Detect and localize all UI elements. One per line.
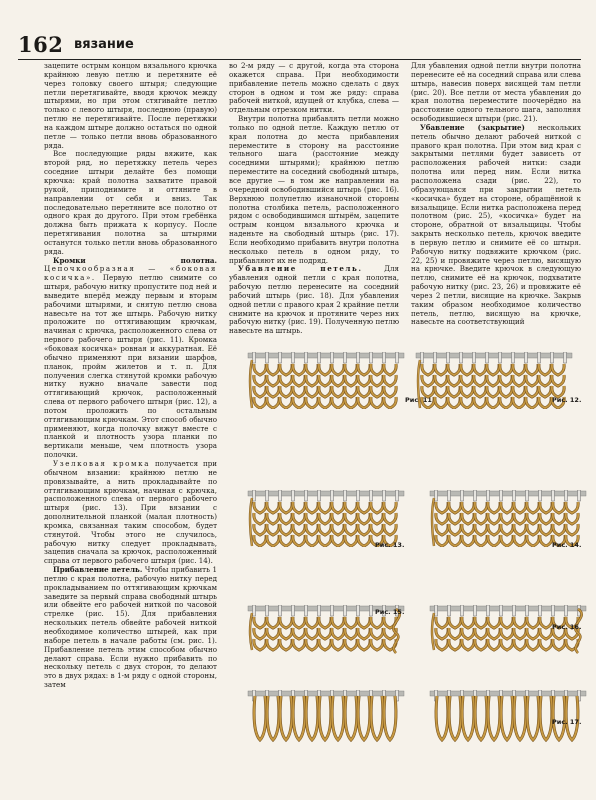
figure-caption: Рис. 17. <box>552 718 582 726</box>
paragraph <box>44 460 217 566</box>
paragraph <box>44 257 217 460</box>
paragraph-text: нескольких петель обычно делают рабочей ниткой с правого края полотна. При этом вид края с закрытыми петлями будет зависеть от расположения рабочей нитки: сзади полотна или перед ним. Если нитка расположена сзади (рис. 22), то образующаяся при закрытии петель «косичка» будет на стороне, обращённой к вязальщице. Если нитка расположена перед полотном (рис. 25), «косичка» будет на стороне, обратной от вязальщицы. Чтобы закрыть несколько петель, крючок введите в первую петлю и снимите её со штыря. Рабочую нитку подвяжите крючком (рис. 22, 25) и провяжите через петлю, висящую на крючке. Введите крючок в следующую петлю, снимите её на крючок, подхватите рабочую нитку (рис. 23, 26) и провяжите её через 2 петли, висящие на крючке. Закрыв таким образом необходимое количество петель, петлю, висящую на крючке, навесьте на соответствующий <box>411 122 581 327</box>
paragraph-text: Первую петлю снимите со штыря, рабочую нитку пропустите под ней и выведите вперёд между первым и вторым рабочими штырями, и снятую петлю снова навесьте на тот же штырь. Рабочую нитку проложите по оттягивающим крючкам, начиная с крючка, расположенного слева от первого рабочего штыря (рис. 11). Кромка «боковая косичка» ровная и аккуратная. Её обычно применяют при вязании шарфов, планок, пройм жилетов и т. п. Для получения слегка стянутой кромки рабочую нитку нужно вначале завести под оттягивающий крючок, расположенный слева от первого рабочего штыря (рис. 12), а потом проложить по остальным оттягивающим крючкам. Этот способ обычно применяют, когда полочку вяжут вместе с планкой и плотность узора планки по вертикали меньше, чем плотность узора полочки. <box>44 273 218 460</box>
knitting-diagram-drawing <box>246 690 406 747</box>
run-in-heading: Убавление (закрытие) <box>420 122 525 132</box>
figure-caption: Рис. 16. <box>552 623 582 631</box>
paragraph <box>411 124 581 327</box>
paragraph-text: получается при обычном вязании: крайнюю петлю не провязывайте, а нить прокладывайте по оттягивающим крючкам, начиная с крючка, расположенного слева от первого рабочего штыря (рис. 13). При вязании с дополнительной планкой (малая плотность) кромка, связанная таким способом, будет стянутой. Чтобы этого не случилось, рабочую нитку следует прокладывать, зацепив сначала за крючок, расположенный справа от первого рабочего штыря (рис. 14). <box>44 458 217 566</box>
paragraph: Все последующие ряды вяжите, как второй ряд, но перетяжку петель через соседние штыри делайте без помощи крючка: край полотна захватите правой рукой, приподнимите и оттяните в направлении от себя и вниз. Так последовательно перетяните все полотно от одного края до другого. При этом гребёнка должна быть прижата к корпусу. После перетягивания полотна за штырями останутся только петли вновь образованного ряда. <box>44 149 217 256</box>
figure-14-knot-edge-tight <box>428 490 588 547</box>
page-number: 162 <box>18 32 64 57</box>
section-title: вязание <box>74 37 134 52</box>
run-in-heading: Прибавление петель. <box>53 565 143 575</box>
run-in-heading: Кромки полотна. <box>53 255 217 265</box>
paragraph <box>44 566 217 690</box>
figure-11-edge-chain <box>246 352 406 409</box>
paragraph-text: Чтобы прибавить 1 петлю с края полотна, рабочую нитку перед прокладыванием по оттягивающим крючкам заведите за первый справа свободный штырь или обвейте его рабочей ниткой по часовой стрелке (рис. 15). Для прибавления нескольких петель обвейте рабочей ниткой необходимое количество штырей, как при наборе петель в начале работы (см. рис. 1). Прибавление петель этим способом обычно делают справа. Если нужно прибавить по нескольку петель с двух сторон, то делают это в двух рядах: в 1-м ряду с одной стороны, затем <box>44 565 218 690</box>
spaced-term: Цепочкообразная — «боковая косичка». <box>44 264 217 283</box>
knitting-diagram-drawing <box>428 605 588 662</box>
text-column-left <box>44 62 217 690</box>
knitting-diagram-drawing <box>414 352 574 409</box>
figure-caption: Рис. 12. <box>552 396 582 404</box>
figure-caption: Рис. 11. <box>405 396 435 404</box>
page-header <box>18 32 578 56</box>
figure-caption: Рис. 13. <box>375 541 405 549</box>
header-rule <box>18 59 581 60</box>
paragraph: зацепите острым концом вязального крючка крайнюю левую петлю и перетяните её через головку своего штыря; следующие петли перетягивайте, вводя крючок между штырями, но при этом стягивайте петлю только с левого штыря, последнюю (правую) петлю не перетягивайте. После перетяжки на каждом штыре должно остаться по одной петле — только петли вновь образованного ряда. <box>44 61 217 150</box>
knitting-diagram-drawing <box>246 490 406 547</box>
knitting-diagram-drawing <box>428 490 588 547</box>
knitting-diagram-drawing <box>246 352 406 409</box>
paragraph: Для убавления одной петли внутри полотна перенесите её на соседний справа или слева штырь, навесив поверх висящей там петли (рис. 20). Все петли от места убавления до края полотна переместите поочерёдно на расстояние одного тельного шага, заполняя освободившиеся штыри (рис. 21). <box>411 61 581 124</box>
text-column-right <box>411 62 581 327</box>
figure-caption: Рис. 14. <box>552 541 582 549</box>
paragraph: Внутри полотна прибавлять петли можно только по одной петле. Каждую петлю от края полотна до места прибавления переместите в сторону на расстояние тельного шага (расстояние между соседними штырями); крайнюю петлю переместите на соседний свободный штырь, все другие — в том же направлении на очередной освободившийся штырь (рис. 16). Верхнюю полупетлю изнаночной стороны полотна столбика петель, расположенного рядом с освободившимся штырём, зацепите острым концом вязального крючка и наденьте на свободный штырь (рис. 17). Если необходимо прибавить внутри полотна несколько петель в одном ряду, то прибавляют их не подряд. <box>229 114 399 265</box>
paragraph <box>229 265 399 336</box>
figure-caption: Рис. 15. <box>375 608 405 616</box>
spaced-term: Узелковая кромка <box>53 458 151 468</box>
text-column-middle <box>229 62 399 336</box>
figure-16-increase-inside <box>428 605 588 662</box>
paragraph-text: Для убавления одной петли с края полотна, рабочую петлю перенесите на соседний рабочий штырь (рис. 18). Для убавления одной петли с правого края 2 крайние петли снимите на крючок и протяните через них рабочую нитку (рис. 19). Полученную петлю навесьте на штырь. <box>229 264 399 336</box>
run-in-heading: Убавление петель. <box>238 264 363 274</box>
figure-17-pick-up-loop <box>246 690 406 747</box>
figure-12-edge-chain-tight <box>414 352 574 409</box>
paragraph: во 2-м ряду — с другой, когда эта сторона окажется справа. При необходимости прибавление петель можно сделать с двух сторон в одном и том же ряду: справа рабочей ниткой, идущей от клубка, слева — отдельным отрезком нитки. <box>229 61 399 115</box>
figure-13-knot-edge <box>246 490 406 547</box>
